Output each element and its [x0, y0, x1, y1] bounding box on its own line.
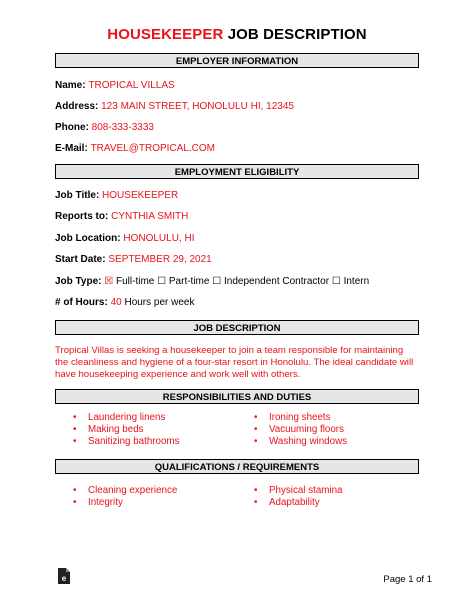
employer-phone-value: 808-333-3333 [91, 122, 154, 133]
bullet-icon: • [73, 412, 77, 423]
duty-item: • Vacuuming floors [254, 424, 344, 435]
bullet-icon: • [73, 497, 77, 508]
section-responsibilities-duties: RESPONSIBILITIES AND DUTIES [55, 389, 419, 404]
employer-email-value: TRAVEL@TROPICAL.COM [90, 143, 215, 154]
hours-value: 40 [110, 297, 122, 308]
employer-email-field: E-Mail: TRAVEL@TROPICAL.COM [55, 143, 215, 154]
section-qualifications: QUALIFICATIONS / REQUIREMENTS [55, 459, 419, 474]
employer-name-value: TROPICAL VILLAS [88, 80, 175, 91]
job-type-field: Job Type: ☒ Full-time ☐ Part-time ☐ Independent Contractor ☐ Intern [55, 276, 370, 287]
hours-field: # of Hours: 40 Hours per week [55, 297, 195, 308]
hours-suffix: Hours per week [121, 297, 195, 308]
employer-address-field: Address: 123 MAIN STREET, HONOLULU HI, 12345 [55, 101, 294, 112]
etemplates-logo-icon [57, 567, 71, 585]
title-rest: JOB DESCRIPTION [223, 26, 367, 43]
employer-name-field: Name: TROPICAL VILLAS [55, 80, 175, 91]
job-type-label-full-time: Full-time [116, 276, 155, 287]
title-highlight: HOUSEKEEPER [107, 26, 224, 43]
job-type-label-part-time: Part-time [168, 276, 210, 287]
job-type-checkbox-part-time[interactable]: ☐ [157, 276, 167, 287]
start-date-value: SEPTEMBER 29, 2021 [108, 254, 212, 265]
start-date-field: Start Date: SEPTEMBER 29, 2021 [55, 254, 212, 265]
job-location-value: HONOLULU, HI [123, 233, 195, 244]
section-employer-information: EMPLOYER INFORMATION [55, 53, 419, 68]
job-type-checkbox-independent-contractor[interactable]: ☐ [212, 276, 222, 287]
svg-text:e: e [61, 574, 67, 583]
job-title-field: Job Title: HOUSEKEEPER [55, 190, 179, 201]
section-employment-eligibility: EMPLOYMENT ELIGIBILITY [55, 164, 419, 179]
bullet-icon: • [73, 436, 77, 447]
duty-item: • Laundering linens [73, 412, 166, 423]
job-type-label-intern: Intern [343, 276, 370, 287]
bullet-icon: • [254, 485, 258, 496]
bullet-icon: • [254, 424, 258, 435]
qualification-item: • Adaptability [254, 497, 320, 508]
job-type-checkbox-full-time[interactable]: ☒ [104, 276, 114, 287]
reports-to-field: Reports to: CYNTHIA SMITH [55, 211, 189, 222]
page-number: Page 1 of 1 [383, 574, 432, 585]
bullet-icon: • [73, 424, 77, 435]
employer-phone-field: Phone: 808-333-3333 [55, 122, 154, 133]
qualification-item: • Cleaning experience [73, 485, 178, 496]
bullet-icon: • [254, 412, 258, 423]
duty-item: • Making beds [73, 424, 144, 435]
document-title [0, 26, 474, 43]
qualification-item: • Physical stamina [254, 485, 343, 496]
bullet-icon: • [254, 497, 258, 508]
duty-item: • Washing windows [254, 436, 348, 447]
bullet-icon: • [73, 485, 77, 496]
employer-address-value: 123 MAIN STREET, HONOLULU HI, 12345 [101, 101, 294, 112]
reports-to-value: CYNTHIA SMITH [111, 211, 189, 222]
qualification-item: • Integrity [73, 497, 123, 508]
bullet-icon: • [254, 436, 258, 447]
job-location-field: Job Location: HONOLULU, HI [55, 233, 195, 244]
job-type-label-independent-contractor: Independent Contractor [223, 276, 330, 287]
job-description-text: Tropical Villas is seeking a housekeeper to join a team responsible for maintaining the cleanliness and hygiene of a four-star resort in Honolulu. The ideal candidate will have housekeeping experience and work well with others. [55, 345, 414, 380]
section-job-description: JOB DESCRIPTION [55, 320, 419, 335]
duty-item: • Ironing sheets [254, 412, 331, 423]
duty-item: • Sanitizing bathrooms [73, 436, 180, 447]
job-title-value: HOUSEKEEPER [102, 190, 179, 201]
job-type-checkbox-intern[interactable]: ☐ [331, 276, 341, 287]
